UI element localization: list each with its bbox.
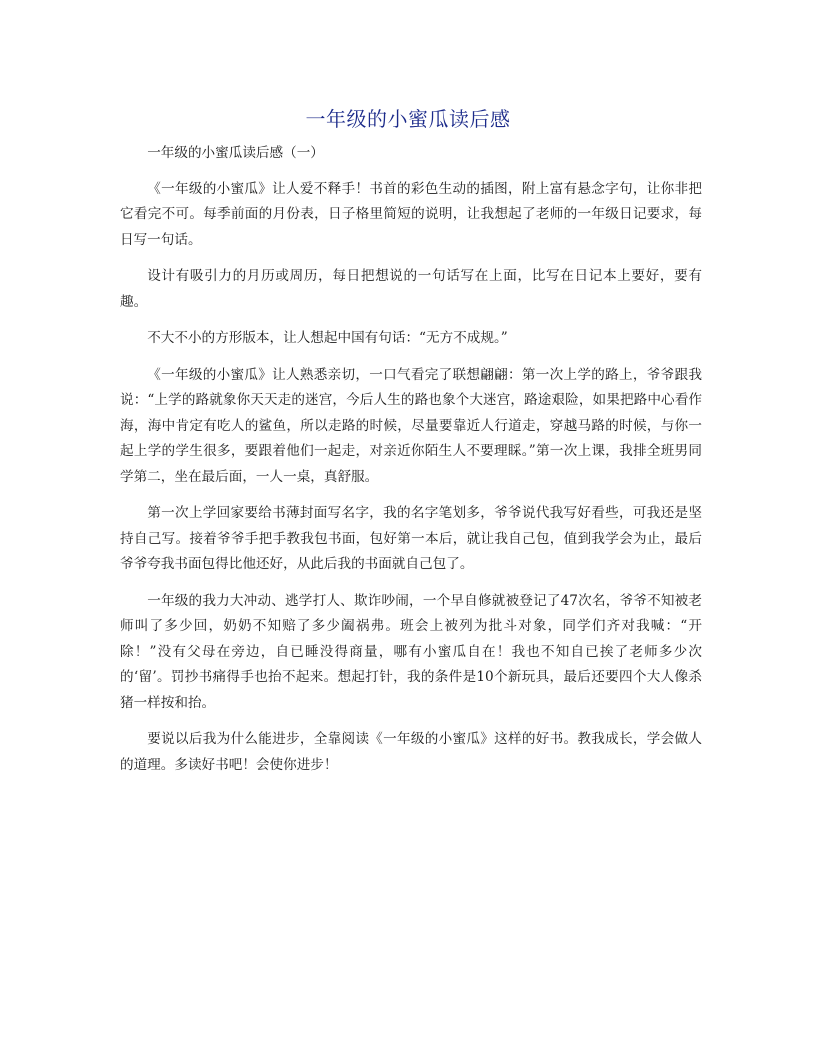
- document-title: 一年级的小蜜瓜读后感: [305, 107, 511, 131]
- paragraph: 要说以后我为什么能进步，全靠阅读《一年级的小蜜瓜》这样的好书。教我成长，学会做人的道理。多读好书吧！会使你进步！: [120, 731, 702, 773]
- paragraph: 《一年级的小蜜瓜》让人熟悉亲切，一口气看完了联想翩翩：第一次上学的路上，爷爷跟我说：“上学的路就象你天天走的迷宫，今后人生的路也象个大迷宫，路途艰险，如果把路中心看作海，海中肯定有吃人的鲨鱼，所以走路的时候，尽量要靠近人行道走，穿越马路的时候，与你一起上学的学生很多，要跟着他们一起走，对亲近你陌生人不要理睬。”第一次上课，我排全班男同学第二，坐在最后面，一人一桌，真舒服。: [120, 366, 702, 485]
- paragraph: 《一年级的小蜜瓜》让人爱不释手！书首的彩色生动的插图，附上富有悬念字句，让你非把它看完不可。每季前面的月份表，日子格里简短的说明，让我想起了老师的一年级日记要求，每日写一句话。: [120, 180, 702, 248]
- document-body: [120, 141, 702, 789]
- paragraph: 一年级的我力大冲动、逃学打人、欺诈吵闹，一个早自修就被登记了47次名，爷爷不知被老师叫了多少回，奶奶不知赔了多少阖祸弗。班会上被列为批斗对象，同学们齐对我喊：“开除！”没有父母在旁边，自已睡没得商量，哪有小蜜瓜自在！我也不知自已挨了老师多少次的‘留’。罚抄书痛得手也抬不起来。想起打针，我的条件是10个新玩具，最后还要四个大人像杀猪一样按和抬。: [120, 592, 702, 711]
- paragraph: 设计有吸引力的月历或周历，每日把想说的一句话写在上面，比写在日记本上要好，要有趣。: [120, 268, 702, 310]
- paragraph: 第一次上学回家要给书薄封面写名字，我的名字笔划多，爷爷说代我写好看些，可我还是坚持自己写。接着爷爷手把手教我包书面，包好第一本后，就让我自己包，值到我学会为止，最后爷爷夸我书面包得比他还好，从此后我的书面就自己包了。: [120, 505, 702, 572]
- section-heading: 一年级的小蜜瓜读后感（一）: [147, 145, 324, 161]
- paragraph: 不大不小的方形版本，让人想起中国有句话：“无方不成规。”: [147, 330, 508, 346]
